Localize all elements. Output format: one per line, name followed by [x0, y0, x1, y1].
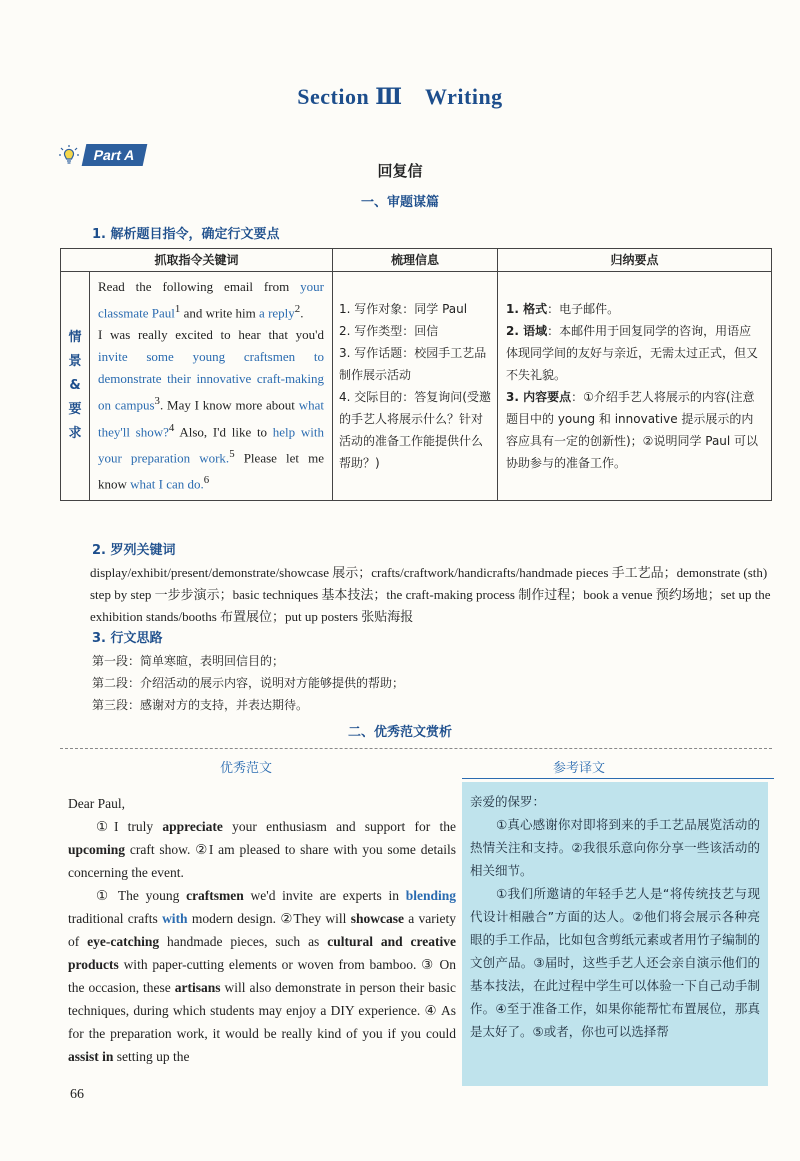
part-label: Part A — [82, 144, 147, 166]
divider — [60, 748, 772, 749]
translation-paragraph: ①我们所邀请的年轻手艺人是“将传统技艺与现代设计相融合”方面的达人。②他们将会展示各种亮眼的手工作品，比如包含剪纸元素或者用竹子编制的文创产品。③届时，这些手艺人还会亲自演示他们的基本技法，在此过程中学生可以体验一下自己动手制作。④至于准备工作，如果你能帮忙布置展位，那真是太好了。⑤或者，你也可以选择帮 — [470, 886, 760, 1039]
essay-paragraph: ①I truly appreciate your enthusiasm and support for the upcoming craft show. ②I am pleased to share with you some details concerning the event. — [68, 819, 456, 880]
side-label: 情 景 & 要 求 — [61, 272, 90, 501]
step2-title: 2. 罗列关键词 — [92, 543, 176, 558]
salutation: Dear Paul, — [68, 796, 125, 811]
reply-title: 回复信 — [377, 162, 423, 180]
keyword-list: display/exhibit/present/demonstrate/showcase 展示；crafts/craftwork/handicrafts/handmade pieces 手工艺品；demonstrate (sth) step by step 一步步演示；basic techniques 基本技法；the craft-making process 制作过程；book a venue 预约场地；set up the exhibition stands/booths 布置展位；put up posters 张贴海报 — [90, 565, 771, 624]
list-item: 第二段：介绍活动的展示内容，说明对方能够提供的帮助； — [92, 676, 405, 690]
example-heading: 优秀范文 — [220, 761, 273, 776]
salutation: 亲爱的保罗： — [470, 794, 546, 809]
heading-analysis: 一、审题谋篇 — [360, 195, 439, 210]
heading-examples: 二、优秀范文赏析 — [347, 725, 452, 740]
table-header: 归纳要点 — [498, 249, 772, 272]
translation-box — [462, 782, 768, 1086]
outline-list — [92, 650, 404, 716]
info-cell: 1. 写作对象：同学 Paul 2. 写作类型：回信 3. 写作话题：校园手工艺品制作展示活动 4. 交际目的：答复询问(受邀的手艺人将展示什么？针对活动的准备工作能提供什么帮助？) — [333, 272, 498, 501]
points-cell: 1. 格式：电子邮件。 2. 语域：本邮件用于回复同学的咨询，用语应体现同学间的友好与亲近，无需太过正式，但又不失礼貌。 3. 内容要点：①介绍手艺人将展示的内容(注意题目中的 young 和 innovative 提示展示的内容应具有一定的创新性)；②说明同学 Paul 可以协助参与的准备工作。 — [498, 272, 772, 501]
table-header: 抓取指令关键词 — [61, 249, 333, 272]
table-header: 梳理信息 — [333, 249, 498, 272]
list-item: 第一段：简单寒暄，表明回信目的； — [92, 654, 285, 668]
keywords-cell: Read the following email from your classmate Paul$^1$ and write him a reply$^2$. I was really excited to hear that you'd invite some young craftsmen to demonstrate their innovative craft-making on campus$^3$. May I know more about what they'll show?$^4$ Also, I'd like to help with your preparation work.$^5$ Please let me know what I can do.$^6$ — [90, 272, 333, 501]
essay-paragraph: ① The young craftsmen we'd invite are experts in blending traditional crafts with modern design. ②They will showcase a variety of eye-catching handmade pieces, such as cultural and creative products with paper-cutting elements or woven from bamboo. ③ On the occasion, these artisans will also demonstrate in person their basic techniques, during which students may enjoy a DIY experience. ④ As for the preparation work, it would be really kind of you if you could assist in setting up the — [68, 888, 457, 1064]
example-essay — [68, 792, 456, 1068]
divider — [462, 778, 774, 779]
translation-heading: 参考译文 — [553, 761, 606, 776]
page-number: 66 — [70, 1087, 84, 1102]
table-row — [61, 272, 772, 501]
list-item: 第三段：感谢对方的支持，并表达期待。 — [92, 698, 309, 712]
section-title: Section Ⅲ Writing — [297, 84, 503, 109]
step3-title: 3. 行文思路 — [92, 631, 163, 646]
analysis-table — [60, 248, 772, 501]
step1-title: 1. 解析题目指令，确定行文要点 — [92, 227, 280, 242]
translation-paragraph: ①真心感谢你对即将到来的手工艺品展览活动的热情关注和支持。②我很乐意向你分享一些该活动的相关细节。 — [470, 817, 760, 878]
